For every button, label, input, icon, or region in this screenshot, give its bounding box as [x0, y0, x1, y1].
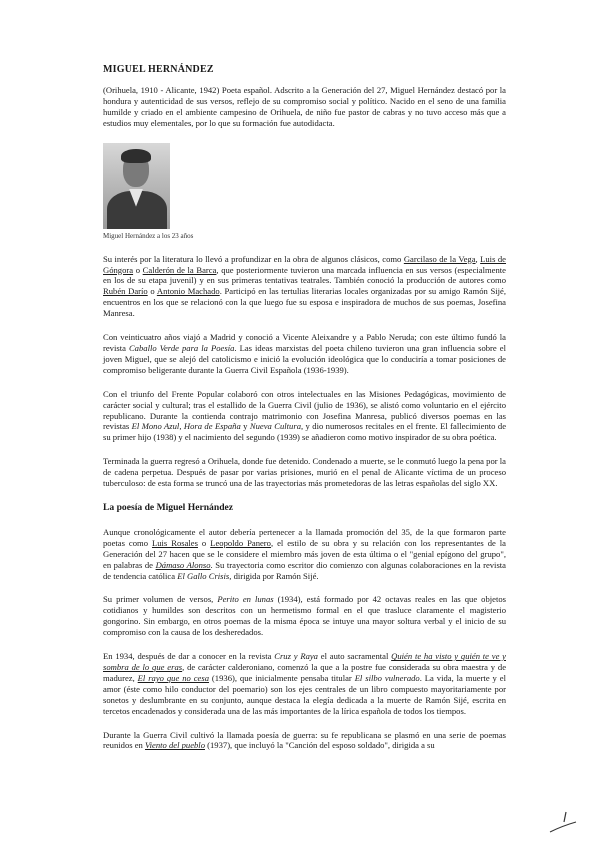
- text: Terminada la guerra regresó a Orihuela, donde fue detenido. Condenado a muerte, se le conmutó luego la pena por la de cadena perpetua. Después de pasar por varias prisiones, murió en el penal de Alicante víctima de un proceso tuberculoso: de esta forma se truncó una de las trayectorias más prometedoras de las letras españolas del siglo XX.: [103, 456, 506, 489]
- text: Durante la Guerra Civil cultivó la llamada poesía de guerra: su fe republicana se plasmó en una serie de poemas reunidos en: [103, 729, 506, 751]
- link[interactable]: Luis Rosales: [151, 537, 198, 548]
- italic-text: Cruz y Raya: [274, 651, 318, 662]
- link[interactable]: Rubén Darío: [103, 286, 148, 297]
- text: y: [240, 421, 250, 432]
- italic-text: Perito en lunas: [217, 594, 274, 605]
- text: o: [197, 537, 211, 548]
- text: Con veinticuatro años viajó a Madrid y conoció a Vicente Aleixandre y a Pablo Neruda; con este último fundó la revista: [103, 332, 506, 353]
- text: Con el triunfo del Frente Popular colaboró con otros intelectuales en las Misiones Pedagógicas, movimiento de carácter social y cultural; tras el estallido de la Guerra Civil (julio de 1936), se alistó como voluntario en el ejército republicano. Durante la contienda contrajo matrimonio con Josefina Manresa, publicó diversos poemas en las revistas: [103, 388, 506, 432]
- link[interactable]: Luis de Góngora: [103, 253, 507, 275]
- portrait-photo: [103, 143, 170, 229]
- link[interactable]: Garcilaso de la Vega: [403, 253, 476, 264]
- italic-text: Nueva Cultura: [249, 421, 301, 432]
- text: , el estilo de su obra y su relación con los representantes de la Generación del 27 hacen que se le considere el miembro más joven de esta última o el "genial epígono del grupo", en palabras de: [103, 537, 506, 570]
- paragraph: [103, 651, 506, 716]
- paragraph: [103, 527, 506, 582]
- text: , y dio numerosos recitales en el frente. El fallecimiento de su primer hijo (1938) y el nacimiento del segundo (1939) se añadieron como motivo inspirador de su obra poética.: [103, 421, 507, 443]
- text: Su primer volumen de versos,: [103, 594, 218, 605]
- text: . La vida, la muerte y el amor (éste como hilo conductor del poemario) son los ejes centrales de un libro compuesto mayoritariamente por sonetos y deslumbrante en su conjunto, aunque destaca la elegía dedicada a la muerte de Ramón Sijé, escrita en tercetos encadenados y considerada una de las más importantes de la lírica española de todos los tiempos.: [103, 672, 506, 716]
- text: , que posteriormente tuvieron una marcada influencia en sus versos (especialmente en los de su etapa juvenil) y en sus primeras tentativas teatrales. También conoció la producción de autores como: [103, 264, 506, 286]
- italic-text: Hora de España: [183, 421, 241, 432]
- italic-text: El Gallo Crisis: [177, 570, 230, 581]
- link[interactable]: El rayo que no cesa: [137, 672, 210, 683]
- text: (Orihuela, 1910 - Alicante, 1942) Poeta español. Adscrito a la Generación del 27, Miguel Hernández destacó por la hondura y autenticidad de sus versos, reflejo de su compromiso social y político. Nacido en el seno de una familia humilde y criado en el ambiente campesino de Orihuela, de niño fue pastor de cabras y no tuvo acceso más que a estudios muy elementales, por lo que su formación fue autodidacta.: [103, 85, 506, 128]
- link[interactable]: Leopoldo Panero: [210, 537, 271, 548]
- italic-text: El silbo vulnerado: [354, 672, 420, 683]
- text: ,: [475, 253, 481, 264]
- italic-text: Caballo Verde para la Poesía: [128, 342, 235, 353]
- italic-text: El Mono Azul: [131, 421, 180, 432]
- text: (1936), que inicialmente pensaba titular: [209, 672, 355, 683]
- text: En 1934, después de dar a conocer en la revista: [103, 651, 275, 662]
- link[interactable]: Quién te ha visto y quién te ve y sombra de lo que eras: [103, 651, 506, 672]
- poetry-section: [103, 527, 506, 751]
- text: el auto sacramental: [317, 651, 392, 662]
- paragraph: [103, 85, 506, 129]
- intro-section: [103, 85, 506, 129]
- text: , de carácter calderoniano, comenzó la que a la postre fue considerada su obra maestra y de madurez,: [103, 662, 507, 683]
- section-heading: La poesía de Miguel Hernández: [103, 501, 234, 513]
- paragraph: [103, 332, 506, 376]
- text: . Su trayectoria como escritor dio comienzo con algunas colaboraciones en la revista de tendencia católica: [103, 559, 506, 581]
- text: , dirigida por Ramón Sijé.: [229, 570, 319, 581]
- text: ,: [179, 421, 184, 432]
- photo-caption: Miguel Hernández a los 23 años: [103, 231, 194, 240]
- link[interactable]: Viento del pueblo: [145, 740, 205, 751]
- paragraph: [103, 730, 506, 752]
- text: . Las ideas marxistas del poeta chileno tuvieron una gran influencia sobre el joven Miguel, que se alejó del catolicismo e inició la evolución ideológica que lo conduciría a tomar posiciones de compromiso beligerante durante la Guerra Civil Española (1936-1939).: [103, 342, 506, 375]
- link[interactable]: Calderón de la Barca: [142, 264, 217, 275]
- text: Su interés por la literatura lo llevó a profundizar en la obra de algunos clásicos, como: [103, 253, 404, 264]
- text: . Participó en las tertulias literarias locales organizadas por su amigo Ramón Sijé, encuentros en los que se relacionó con la que luego fue su esposa e inspiradora de muchos de sus poemas, Josefina Manresa.: [103, 286, 506, 319]
- text: Aunque cronológicamente el autor debería pertenecer a la llamada promoción del 35, de la que formaron parte poetas como: [103, 526, 506, 548]
- text: o: [147, 286, 157, 297]
- text: (1934), está formado por 42 octavas reales en las que objetos cotidianos y humildes son descritos con un hermetismo formal en el que trasluce claramente el magisterio gongorino. Sin embargo, en otros poemas de la misma época se intuye una mayor soltura verbal y el inicio de su compromiso con la causa de los desheredados.: [103, 594, 506, 638]
- biography-section: [103, 254, 506, 489]
- text: o: [133, 264, 143, 275]
- paragraph: [103, 594, 506, 638]
- paragraph: [103, 389, 506, 444]
- link[interactable]: Antonio Machado: [156, 286, 220, 297]
- document-page: [103, 64, 506, 764]
- paragraph: [103, 456, 506, 489]
- text: (1937), que incluyó la "Canción del esposo soldado", dirigida a su: [205, 740, 435, 751]
- document-title: MIGUEL HERNÁNDEZ: [103, 64, 214, 75]
- handwritten-page-mark: [548, 808, 578, 834]
- link[interactable]: Dámaso Alonso: [155, 559, 211, 570]
- paragraph: [103, 254, 506, 319]
